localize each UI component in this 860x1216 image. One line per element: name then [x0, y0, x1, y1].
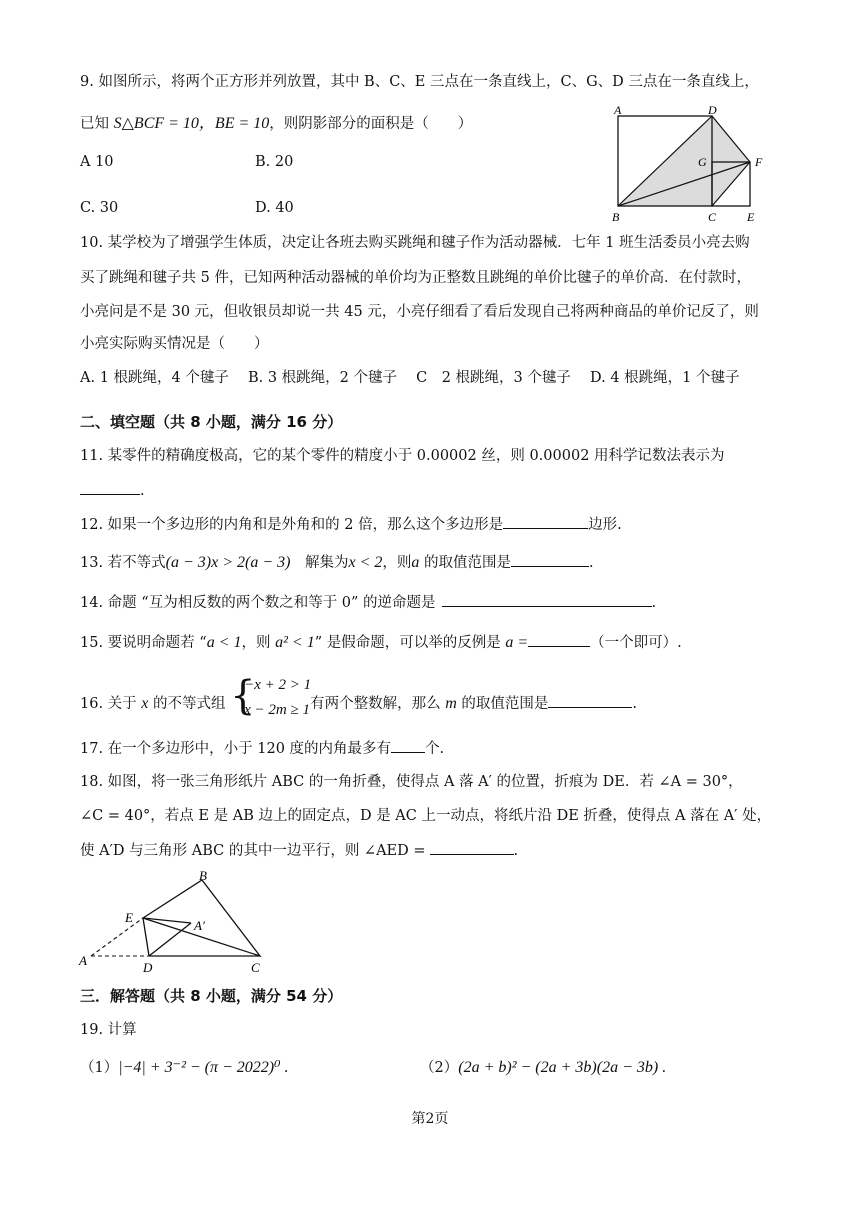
q18-label-a1: A′ [194, 918, 205, 933]
q10-options: A. 1 根跳绳，4 个毽子 B. 3 根跳绳，2 个毽子 C 2 根跳绳，3 个毽子 D. 4 根跳绳，1 个毽子 [80, 370, 740, 386]
q18-figure [75, 868, 275, 978]
section-2-heading: 二、填空题（共 8 小题，满分 16 分） [80, 413, 343, 431]
q10-line1: 10. 某学校为了增强学生体质，决定让各班去购买跳绳和毽子作为活动器械．七年 1 班生活委员小亮去购 [80, 235, 750, 251]
q19-part1-label: （1） [80, 1060, 119, 1076]
q11-end: . [140, 483, 145, 499]
q17 [80, 738, 444, 759]
q13 [80, 552, 594, 573]
q14-pre: 14. 命题 “互为相反数的两个数之和等于 0” 的逆命题是 [80, 595, 436, 611]
q16-var-x: x [141, 695, 149, 712]
q9-line2 [80, 114, 472, 134]
q13-answer-blank[interactable] [511, 552, 589, 567]
q18-line3 [80, 840, 518, 861]
q13-pre: 13. 若不等式 [80, 555, 166, 571]
q11-line2 [80, 480, 145, 501]
q17-pre: 17. 在一个多边形中，小于 120 度的内角最多有 [80, 741, 392, 757]
q14-answer-blank[interactable] [442, 592, 652, 607]
q15-answer-blank[interactable] [528, 632, 590, 647]
q15-pre: 15. 要说明命题若 “ [80, 635, 207, 651]
q12-answer-blank[interactable] [503, 514, 588, 529]
q16-end: . [632, 696, 637, 712]
q12-pre: 12. 如果一个多边形的内角和是外角和的 2 倍，那么这个多边形是 [80, 517, 504, 533]
page-number: 第2页 [411, 1111, 449, 1127]
q13-end: . [589, 555, 594, 571]
q18-label-e: E [125, 910, 133, 925]
q9-figure [600, 100, 780, 225]
q16-sys-eq1: −x + 2 > 1 [244, 677, 312, 693]
q15-end: （一个即可）. [590, 635, 682, 651]
q18-line1: 18. 如图，将一张三角形纸片 ABC 的一角折叠，使得点 A 落 A′ 的位置，折痕为 DE．若 ∠A = 30°， [80, 774, 743, 790]
q17-answer-blank[interactable] [391, 738, 425, 753]
q18-label-b: B [199, 868, 207, 883]
q10-line3: 小亮问是不是 30 元，但收银员却说一共 45 元，小亮仔细看了看后发现自己将两种商品的单价记反了，则 [80, 304, 759, 320]
q13-post: 的取值范围是 [419, 555, 511, 571]
q9-label-g: G [698, 155, 707, 169]
q16-mid: 的不等式组 [148, 696, 226, 712]
q16-answer-blank[interactable] [548, 693, 632, 708]
q16 [80, 673, 637, 719]
q9-line1: 9. 如图所示，将两个正方形并列放置，其中 B、C、E 三点在一条直线上，C、G、D 三点在一条直线上， [80, 74, 759, 90]
q16-post2: 的取值范围是 [456, 696, 549, 712]
q19-title: 19. 计算 [80, 1022, 137, 1038]
q19-part2-expression: (2a + b)² − (2a + 3b)(2a − 3b) . [458, 1059, 667, 1076]
q17-end: 个. [425, 741, 445, 757]
q18-label-d: D [143, 960, 153, 975]
q9-option-c: C. 30 [80, 200, 119, 216]
q14 [80, 592, 656, 613]
q10-line2: 买了跳绳和毽子共 5 件，已知两种活动器械的单价均为正整数且跳绳的单价比毽子的单价高．在付款时， [80, 270, 751, 286]
q18-dashed-ae [91, 918, 143, 956]
q15-concl: a² < 1 [275, 634, 315, 651]
q18-answer-blank[interactable] [430, 840, 514, 855]
q16-pre: 16. 关于 [80, 696, 142, 712]
q18-line2: ∠C = 40°，若点 E 是 AB 边上的固定点，D 是 AC 上一动点，将纸片沿 DE 折叠，使得点 A 落在 A′ 处， [80, 808, 772, 824]
q13-solution: x < 2 [348, 554, 383, 571]
q9-label-d: D [708, 103, 717, 117]
q9-label-f: F [755, 155, 763, 169]
q13-inequality: (a − 3)x > 2(a − 3) [165, 554, 291, 571]
q12-post: 边形. [588, 517, 622, 533]
q15-cond: a < 1 [206, 634, 242, 651]
q16-var-m: m [445, 695, 457, 712]
q19-part1 [80, 1058, 289, 1078]
q16-system [230, 673, 312, 719]
q9-label-e: E [747, 210, 755, 224]
q18-line-ed [143, 918, 149, 956]
q16-brace: { [230, 673, 256, 719]
q9-option-b: B. 20 [255, 154, 294, 170]
q19-part2-label: （2） [420, 1060, 459, 1076]
q9-option-a: A 10 [80, 154, 114, 170]
q19-part1-expression: |−4| + 3⁻² − (π − 2022)⁰ . [118, 1059, 289, 1076]
q13-mid: 解集为 [290, 555, 349, 571]
section-3-heading: 三．解答题（共 8 小题，满分 54 分） [80, 987, 343, 1005]
q9-label-a: A [614, 103, 622, 117]
q18-line-da1 [149, 923, 191, 956]
q9-line2-post: ，则阴影部分的面积是（ ） [269, 116, 473, 132]
q19-part2 [420, 1058, 666, 1078]
q13-mid2: ，则 [382, 555, 412, 571]
q9-line2-pre: 已知 [80, 116, 114, 132]
q12 [80, 514, 622, 535]
q18-end: . [513, 843, 519, 859]
q9-given-math: S△BCF = 10，BE = 10 [113, 115, 270, 132]
q15-mid: ，则 [241, 635, 276, 651]
q15-a-equals: a = [505, 634, 529, 651]
q11-answer-blank[interactable] [80, 480, 140, 495]
q13-var-a: a [411, 554, 420, 571]
q15-post: ” 是假命题，可以举的反例是 [314, 635, 506, 651]
q16-sys-eq2: x − 2m ≥ 1 [244, 702, 310, 718]
q14-end: . [651, 595, 657, 611]
q9-option-d: D. 40 [255, 200, 294, 216]
q11-line1: 11. 某零件的精确度极高，它的某个零件的精度小于 0.00002 丝，则 0.00002 用科学记数法表示为 [80, 448, 725, 464]
q9-label-c: C [708, 210, 717, 224]
q18-label-a: A [79, 953, 87, 968]
q15 [80, 632, 682, 653]
q9-label-b: B [612, 210, 620, 224]
q18-line3-pre: 使 A′D 与三角形 ABC 的其中一边平行，则 ∠AED = [80, 843, 426, 859]
q16-post: 有两个整数解，那么 [310, 696, 446, 712]
q10-line4: 小亮实际购买情况是（ ） [80, 336, 269, 352]
q18-label-c: C [251, 960, 260, 975]
